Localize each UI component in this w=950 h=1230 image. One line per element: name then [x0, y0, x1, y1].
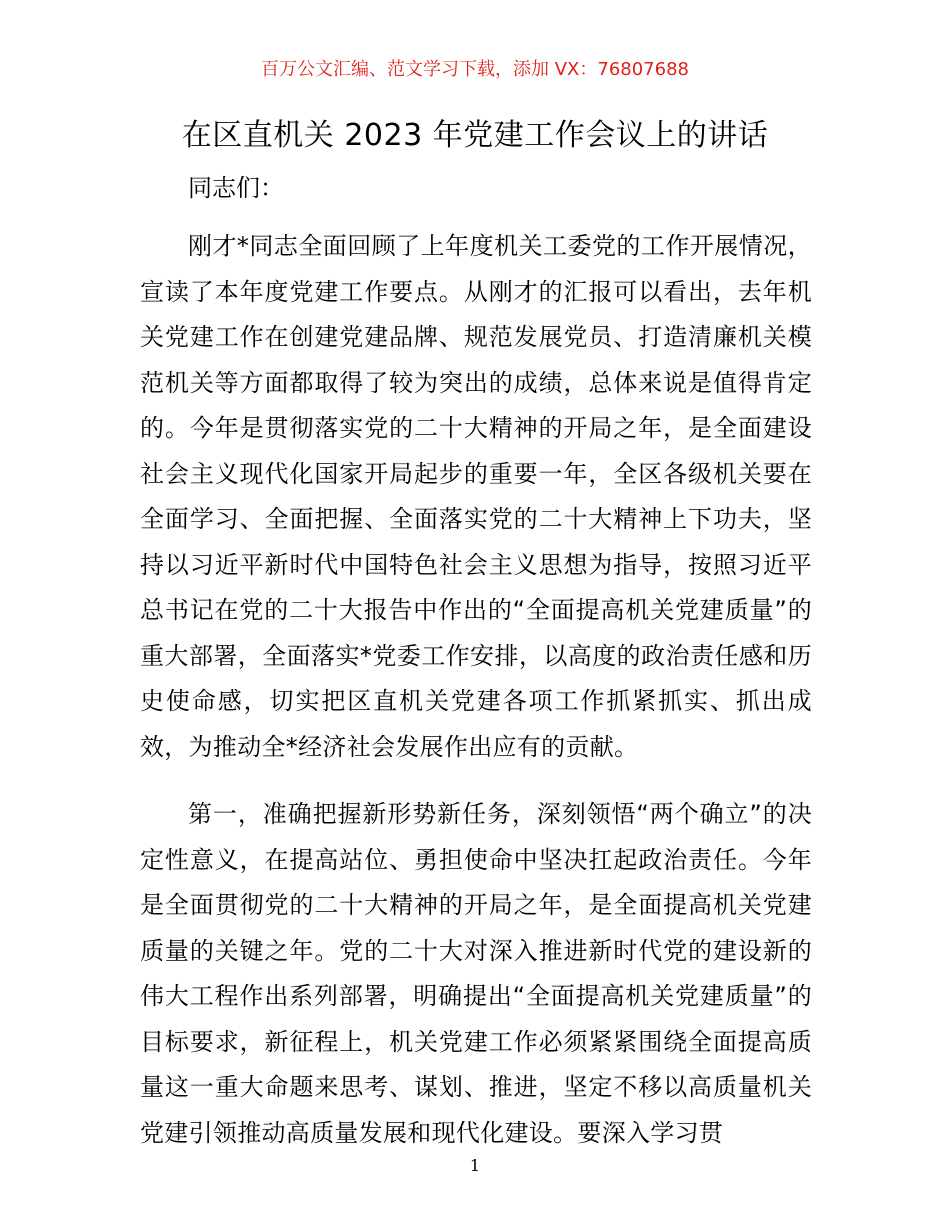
- paragraph-opening: 刚才*同志全面回顾了上年度机关工委党的工作开展情况，宣读了本年度党建工作要点。从刚才的汇报可以看出，去年机关党建工作在创建党建品牌、规范发展党员、打造清廉机关模范机关等方面都取得了较为突出的成绩，总体来说是值得肯定的。今年是贯彻落实党的二十大精神的开局之年，是全面建设社会主义现代化国家开局起步的重要一年，全区各级机关要在全面学习、全面把握、全面落实党的二十大精神上下功夫，坚持以习近平新时代中国特色社会主义思想为指导，按照习近平总书记在党的二十大报告中作出的“全面提高机关党建质量”的重大部署，全面落实*党委工作安排，以高度的政治责任感和历史使命感，切实把区直机关党建各项工作抓紧抓实、抓出成效，为推动全*经济社会发展作出应有的贡献。: [140, 232, 812, 761]
- header-banner: 百万公文汇编、范文学习下载，添加 VX：76807688: [261, 59, 689, 80]
- document-body: [140, 168, 812, 1178]
- page-number: 1: [469, 1156, 481, 1175]
- document-title: 在区直机关 2023 年党建工作会议上的讲话: [181, 118, 769, 153]
- paragraph-first-point: 第一，准确把握新形势新任务，深刻领悟“两个确立”的决定性意义，在提高站位、勇担使命中坚决扛起政治责任。今年是全面贯彻党的二十大精神的开局之年，是全面提高机关党建质量的关键之年。党的二十大对深入推进新时代党的建设新的伟大工程作出系列部署，明确提出“全面提高机关党建质量”的目标要求，新征程上，机关党建工作必须紧紧围绕全面提高质量这一重大命题来思考、谋划、推进，坚定不移以高质量机关党建引领推动高质量发展和现代化建设。要深入学习贯: [140, 800, 812, 1147]
- salutation: 同志们：: [188, 174, 284, 202]
